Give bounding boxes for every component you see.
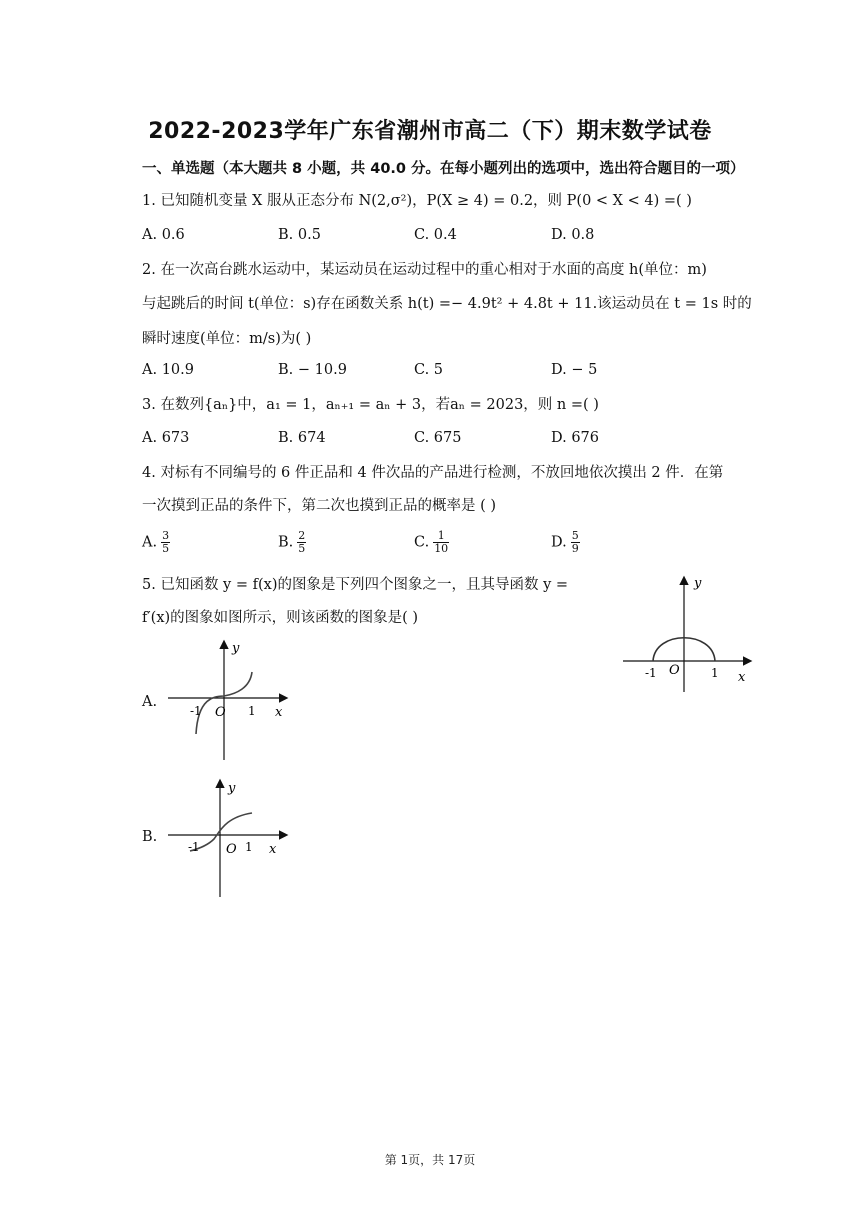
q4-option-d-denominator: 9 [571, 542, 579, 555]
q4-option-b-denominator: 5 [298, 542, 306, 555]
origin-label: O [215, 705, 226, 720]
origin-label: O [226, 842, 237, 857]
neg-one-label: -1 [188, 840, 200, 854]
x-axis-label: x [269, 842, 277, 857]
question-3-text: 3. 在数列{aₙ}中，a₁ = 1，aₙ₊₁ = aₙ + 3，若aₙ = 2023，则 n =( ) [142, 397, 599, 413]
derivative-graph [615, 570, 760, 695]
x-axis-label: x [738, 670, 746, 685]
page-footer: 第 1页，共 17页 [384, 1153, 476, 1167]
q4-option-d-fraction [571, 530, 580, 555]
question-4-line-2: 一次摸到正品的条件下，第二次也摸到正品的概率是 ( ) [142, 498, 497, 514]
question-5-line-2: f′(x)的图象如图所示，则该函数的图象是( ) [142, 610, 419, 626]
y-axis-label: y [232, 641, 240, 656]
q4-option-d [551, 530, 580, 555]
q4-option-d-letter: D. [551, 534, 567, 551]
q4-option-c-denominator: 10 [434, 542, 449, 555]
q1-option-d: D. 0.8 [551, 227, 595, 243]
q4-option-b-numerator: 2 [298, 529, 306, 542]
q5-option-b-graph [160, 775, 295, 900]
q4-option-c-numerator: 1 [433, 530, 449, 543]
question-2-line-3: 瞬时速度(单位：m/s)为( ) [142, 331, 312, 347]
q3-option-c: C. 675 [414, 430, 462, 446]
one-label: 1 [248, 704, 256, 718]
page-title: 2022-2023学年广东省潮州市高二（下）期末数学试卷 [148, 119, 712, 144]
y-axis-label: y [694, 576, 702, 591]
q1-option-a: A. 0.6 [142, 227, 185, 243]
q4-option-b-letter: B. [278, 534, 294, 551]
q4-option-a [142, 530, 170, 555]
q3-option-d: D. 676 [551, 430, 600, 446]
q2-option-d: D. − 5 [551, 362, 598, 378]
q5-option-a-graph [160, 638, 295, 763]
neg-one-label: -1 [190, 704, 202, 718]
q5-option-b-label: B. [142, 829, 158, 845]
q2-option-a: A. 10.9 [142, 362, 194, 378]
q4-option-c-letter: C. [414, 534, 430, 551]
section-heading: 一、单选题（本大题共 8 小题，共 40.0 分。在每小题列出的选项中，选出符合题目的一项） [142, 161, 745, 177]
q3-option-a: A. 673 [142, 430, 190, 446]
q4-option-c-fraction [433, 530, 449, 555]
question-2-line-1: 2. 在一次高台跳水运动中，某运动员在运动过程中的重心相对于水面的高度 h(单位：m) [142, 262, 707, 278]
q4-option-b [278, 530, 306, 555]
q1-option-b: B. 0.5 [278, 227, 321, 243]
neg-one-label: -1 [645, 666, 657, 680]
question-2-line-2: 与起跳后的时间 t(单位：s)存在函数关系 h(t) =− 4.9t² + 4.8t + 11.该运动员在 t = 1s 时的 [142, 296, 752, 312]
q2-option-c: C. 5 [414, 362, 444, 378]
q4-option-a-letter: A. [142, 534, 158, 551]
one-label: 1 [711, 666, 719, 680]
q4-option-b-fraction [297, 530, 306, 555]
q4-option-c [414, 530, 449, 555]
one-label: 1 [245, 840, 253, 854]
question-5-line-1: 5. 已知函数 y = f(x)的图象是下列四个图象之一，且其导函数 y = [142, 577, 569, 593]
origin-label: O [669, 663, 680, 678]
q3-option-b: B. 674 [278, 430, 326, 446]
question-1-text: 1. 已知随机变量 X 服从正态分布 N(2,σ²)，P(X ≥ 4) = 0.2，则 P(0 < X < 4) =( ) [142, 193, 692, 209]
question-4-line-1: 4. 对标有不同编号的 6 件正品和 4 件次品的产品进行检测，不放回地依次摸出 2 件．在第 [142, 465, 724, 481]
q4-option-a-denominator: 5 [162, 542, 170, 555]
q4-option-d-numerator: 5 [571, 529, 579, 542]
q2-option-b: B. − 10.9 [278, 362, 347, 378]
q1-option-c: C. 0.4 [414, 227, 457, 243]
q4-option-a-numerator: 3 [162, 529, 170, 542]
q5-option-a-label: A. [142, 694, 158, 710]
x-axis-label: x [275, 705, 283, 720]
y-axis-label: y [228, 781, 236, 796]
q4-option-a-fraction [161, 530, 170, 555]
